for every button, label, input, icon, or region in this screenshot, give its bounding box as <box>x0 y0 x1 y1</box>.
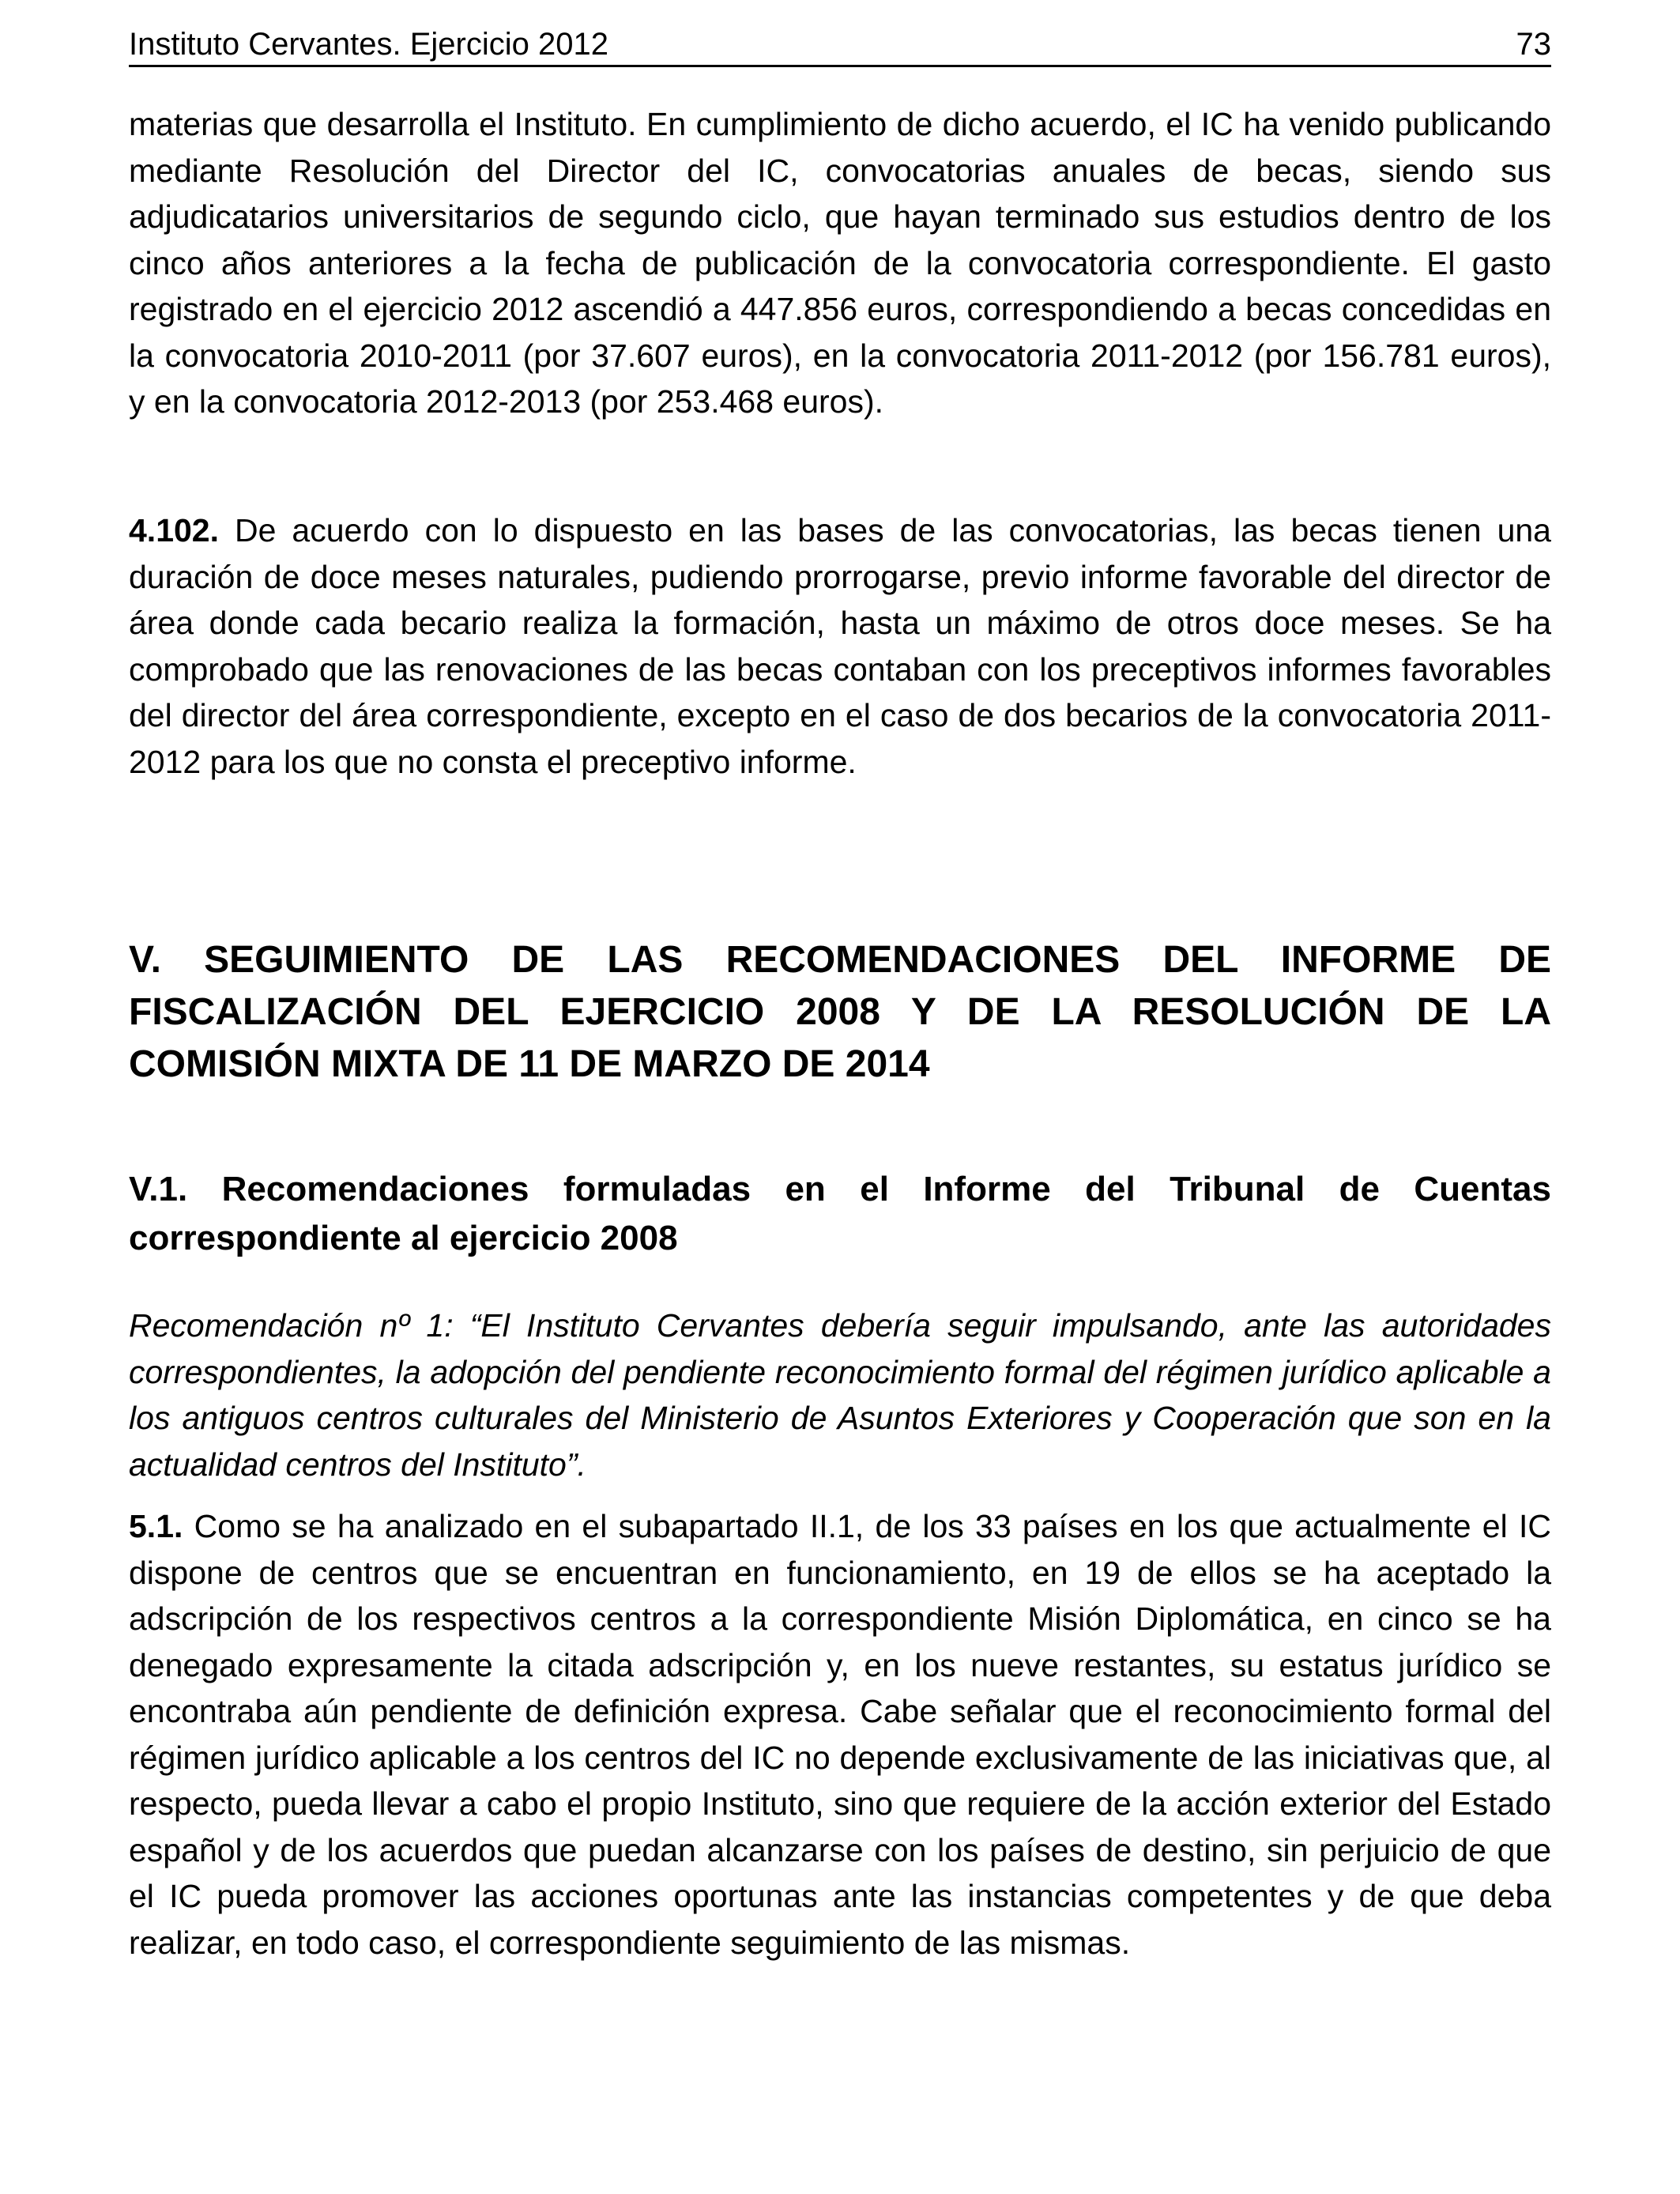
paragraph-number: 4.102. <box>129 512 219 548</box>
section-heading: V. SEGUIMIENTO DE LAS RECOMENDACIONES DEL INFORME DE FISCALIZACIÓN DEL EJERCICIO 2008 Y DE LA RESOLUCIÓN DE LA COMISIÓN MIXTA DE 11 DE MARZO DE 2014 <box>129 939 1551 1085</box>
paragraph-4-102 <box>129 507 1551 785</box>
paragraph-text: Como se ha analizado en el subapartado II.1, de los 33 países en los que actualmente el IC dispone de centros que se encuentran en funcionamiento, en 19 de ellos se ha aceptado la adscripción de los respectivos centros a la correspondiente Misión Diplomática, en cinco se ha denegado expresamente la citada adscripción y, en los nueve restantes, su estatus jurídico se encontraba aún pendiente de definición expresa. Cabe señalar que el reconocimiento formal del régimen jurídico aplicable a los centros del IC no depende exclusivamente de las iniciativas que, al respecto, pueda llevar a cabo el propio Instituto, sino que requiere de la acción exterior del Estado español y de los acuerdos que puedan alcanzarse con los países de destino, sin perjuicio de que el IC pueda promover las acciones oportunas ante las instancias competentes y de que deba realizar, en todo caso, el correspondiente seguimiento de las mismas. <box>129 1508 1551 1961</box>
page-number: 73 <box>1516 27 1551 62</box>
recommendation-text: Recomendación nº 1: “El Instituto Cervantes debería seguir impulsando, ante las autoridades correspondientes, la adopción del pendiente reconocimiento formal del régimen jurídico aplicable a los antiguos centros culturales del Ministerio de Asuntos Exteriores y Cooperación que son en la actualidad centros del Instituto”. <box>129 1307 1551 1483</box>
paragraph-number: 5.1. <box>129 1508 183 1544</box>
header-title: Instituto Cervantes. Ejercicio 2012 <box>129 27 608 62</box>
subsection-heading: V.1. Recomendaciones formuladas en el Informe del Tribunal de Cuentas correspondiente al ejercicio 2008 <box>129 1170 1551 1257</box>
page-header <box>129 24 1551 67</box>
paragraph-5-1 <box>129 1503 1551 1966</box>
paragraph-continuation: materias que desarrolla el Instituto. En cumplimiento de dicho acuerdo, el IC ha venido publicando mediante Resolución del Director del IC, convocatorias anuales de becas, siendo sus adjudicatarios universitarios de segundo ciclo, que hayan terminado sus estudios dentro de los cinco años anteriores a la fecha de publicación de la convocatoria correspondiente. El gasto registrado en el ejercicio 2012 ascendió a 447.856 euros, correspondiendo a becas concedidas en la convocatoria 2010-2011 (por 37.607 euros), en la convocatoria 2011-2012 (por 156.781 euros), y en la convocatoria 2012-2013 (por 253.468 euros). <box>129 106 1551 420</box>
paragraph-text: De acuerdo con lo dispuesto en las bases de las convocatorias, las becas tienen una duración de doce meses naturales, pudiendo prorrogarse, previo informe favorable del director de área donde cada becario realiza la formación, hasta un máximo de otros doce meses. Se ha comprobado que las renovaciones de las becas contaban con los preceptivos informes favorables del director del área correspondiente, excepto en el caso de dos becarios de la convocatoria 2011-2012 para los que no consta el preceptivo informe. <box>129 512 1551 780</box>
